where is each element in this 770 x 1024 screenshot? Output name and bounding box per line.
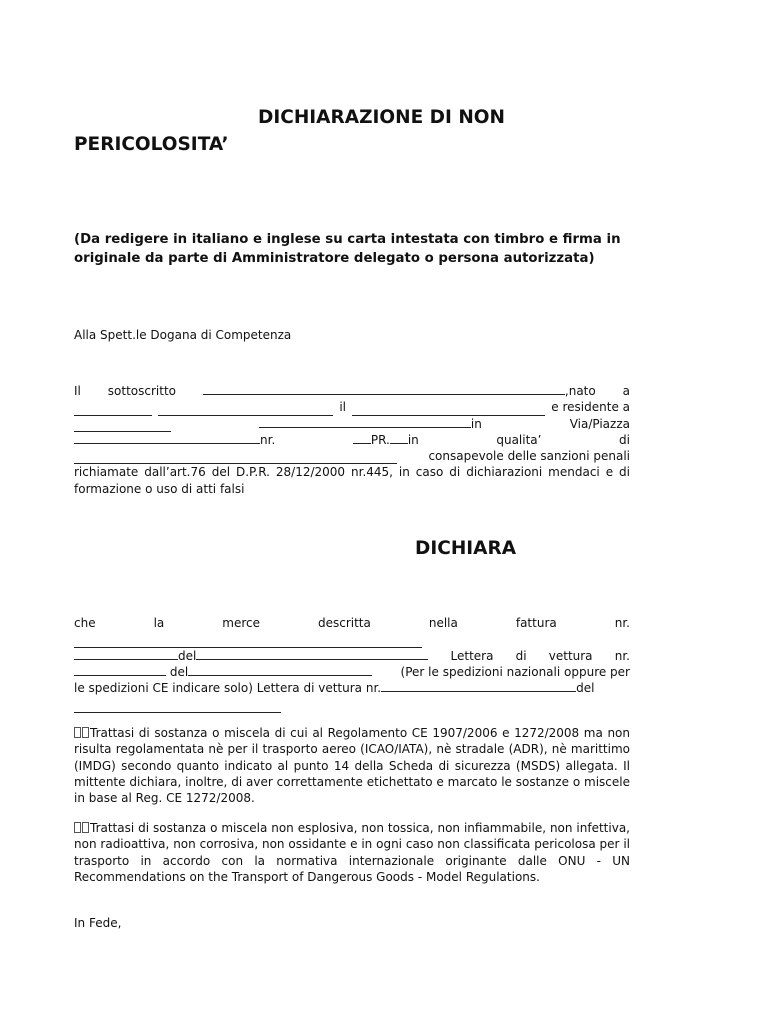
word-nella: nella bbox=[428, 616, 458, 630]
checkbox-1a[interactable] bbox=[74, 727, 81, 738]
option-2 bbox=[74, 820, 630, 885]
declarant-row-4 bbox=[74, 432, 630, 448]
declarant-row-2 bbox=[74, 399, 630, 415]
label-qualita: qualita’ bbox=[496, 432, 542, 447]
instruction-note: (Da redigere in italiano e inglese su carta intestata con timbro e firma in originale da parte di Amministratore delegato o persona autorizzata) bbox=[74, 232, 621, 266]
label-in-2: in bbox=[407, 432, 419, 447]
word-merce: merce bbox=[222, 616, 260, 630]
label-del-2: del bbox=[169, 664, 189, 679]
label-di: di bbox=[619, 432, 630, 447]
document-title bbox=[74, 104, 634, 158]
declarant-text: richiamate dall’art.76 del D.P.R. 28/12/2000 nr.445, in caso di dichiarazioni mendaci e di formazione o uso di atti falsi bbox=[74, 465, 630, 496]
word-descritta: descritta bbox=[317, 616, 371, 630]
checkbox-1b[interactable] bbox=[82, 727, 89, 738]
goods-row-3 bbox=[74, 648, 630, 664]
ce-waybill-date-field[interactable] bbox=[74, 700, 281, 713]
label-nr: nr. bbox=[260, 432, 276, 447]
invoice-date-field[interactable] bbox=[196, 647, 428, 660]
label-sottoscritto: sottoscritto bbox=[107, 384, 176, 398]
option-1-text: Trattasi di sostanza o miscela di cui al Regolamento CE 1907/2006 e 1272/2008 ma non risulta regolamentata nè per il trasporto aereo (ICAO/IATA), nè stradale (ADR), nè marittimo (IMDG) secondo quanto indicato al punto 14 della Scheda di sicurezza (MSDS) allegata. Il mittente dichiara, inoltre, di aver correttamente etichettato e marcato le sostanze o miscele in base al Reg. CE 1272/2008. bbox=[74, 726, 630, 806]
label-via: Via/Piazza bbox=[569, 416, 630, 431]
ce-waybill-field[interactable] bbox=[381, 679, 576, 692]
label-consapevole: consapevole delle sanzioni penali bbox=[428, 449, 630, 464]
province-field[interactable] bbox=[353, 431, 371, 444]
birthplace-field[interactable] bbox=[74, 403, 152, 416]
declarant-row-1 bbox=[74, 383, 630, 399]
title-line-2: PERICOLOSITA’ bbox=[74, 134, 229, 155]
word-la: la bbox=[153, 616, 165, 630]
declarant-block bbox=[74, 383, 630, 497]
option-1 bbox=[74, 725, 630, 806]
label-a: a bbox=[622, 384, 630, 398]
label-il-date: il bbox=[339, 400, 346, 415]
addressee-line: Alla Spett.le Dogana di Competenza bbox=[74, 328, 292, 342]
closing-line: In Fede, bbox=[74, 916, 122, 930]
residence-field-2[interactable] bbox=[259, 415, 471, 428]
label-il: Il bbox=[74, 384, 81, 398]
word-che: che bbox=[74, 616, 96, 630]
label-in: in bbox=[470, 416, 482, 431]
label-ce-waybill: le spedizioni CE indicare solo) Lettera di vettura nr. bbox=[74, 681, 382, 696]
province-field-2[interactable] bbox=[390, 431, 408, 444]
label-spedizioni: (Per le spedizioni nazionali oppure per bbox=[400, 664, 630, 679]
label-vettura: vettura bbox=[548, 648, 593, 663]
goods-row-4 bbox=[74, 664, 630, 680]
checkbox-2a[interactable] bbox=[74, 822, 81, 833]
label-lettera: Lettera bbox=[450, 648, 494, 663]
label-pr: PR. bbox=[370, 432, 390, 447]
label-del-1: del bbox=[178, 648, 197, 663]
label-del-3: del bbox=[576, 681, 595, 696]
goods-row-2 bbox=[74, 631, 630, 647]
word-nr: nr. bbox=[614, 616, 630, 630]
label-di-2: di bbox=[515, 648, 527, 663]
checkbox-2b[interactable] bbox=[82, 822, 89, 833]
role-field[interactable] bbox=[74, 451, 397, 464]
label-nato: ,nato bbox=[564, 384, 596, 398]
goods-row-1 bbox=[74, 615, 630, 631]
goods-row-5 bbox=[74, 680, 630, 696]
goods-row-6 bbox=[74, 696, 630, 712]
invoice-field-2[interactable] bbox=[74, 647, 178, 660]
word-fattura: fattura bbox=[515, 616, 557, 630]
waybill-field[interactable] bbox=[74, 663, 166, 676]
street-field[interactable] bbox=[74, 431, 260, 444]
declare-heading: DICHIARA bbox=[415, 538, 517, 559]
waybill-date-field[interactable] bbox=[188, 663, 372, 676]
declarant-row-3 bbox=[74, 416, 630, 432]
label-nr-2: nr. bbox=[614, 648, 630, 663]
goods-block bbox=[74, 615, 630, 713]
declarant-row-5 bbox=[74, 448, 630, 464]
name-field[interactable] bbox=[203, 382, 565, 395]
label-residente: e residente a bbox=[551, 400, 630, 415]
title-line-1: DICHIARAZIONE DI NON bbox=[258, 107, 506, 128]
option-2-text: Trattasi di sostanza o miscela non esplosiva, non tossica, non infiammabile, non infettiva, non radioattiva, non corrosiva, non ossidante e in ogni caso non classificata pericolosa per il trasporto in accordo con la normativa internazionale originante dalle ONU - UN Recommendations on the Transport of Dangerous Goods - Model Regulations. bbox=[74, 821, 630, 884]
